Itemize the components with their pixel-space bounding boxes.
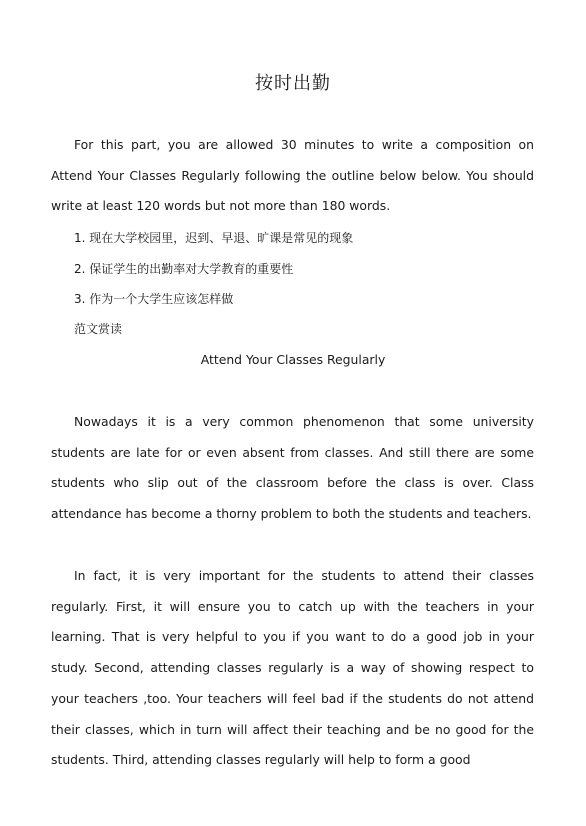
sample-essay-label: 范文赏读 <box>74 322 123 336</box>
instructions-paragraph: For this part, you are allowed 30 minutes to write a composition on Attend Your Classes Regularly following the outline below below. You should write at least 120 words but not more than 180 words. <box>51 137 534 214</box>
document-title: 按时出勤 <box>255 73 331 94</box>
essay-paragraph-1: Nowadays it is a very common phenomenon that some university students are late for or even absent from classes. And still there are some students who slip out of the classroom before the class is over. Class attendance has become a thorny problem to both the students and teachers. <box>51 414 534 522</box>
essay-title: Attend Your Classes Regularly <box>200 352 386 367</box>
outline-item-2: 2. 保证学生的出勤率对大学教育的重要性 <box>74 262 294 276</box>
outline-item-3: 3. 作为一个大学生应该怎样做 <box>74 292 234 306</box>
outline-item-1: 1. 现在大学校园里，迟到、早退、旷课是常见的现象 <box>74 231 354 245</box>
essay-paragraph-2: In fact, it is very important for the students to attend their classes regularly. First, it will ensure you to catch up with the teachers in your learning. That is very helpful to you if you want to do a good job in your study. Second, attending classes regularly is a way of showing respect to your teachers ,too. Your teachers will feel bad if the students do not attend their classes, which in turn will affect their teaching and be no good for the students. Third, attending classes regularly will help to form a good <box>51 568 534 768</box>
